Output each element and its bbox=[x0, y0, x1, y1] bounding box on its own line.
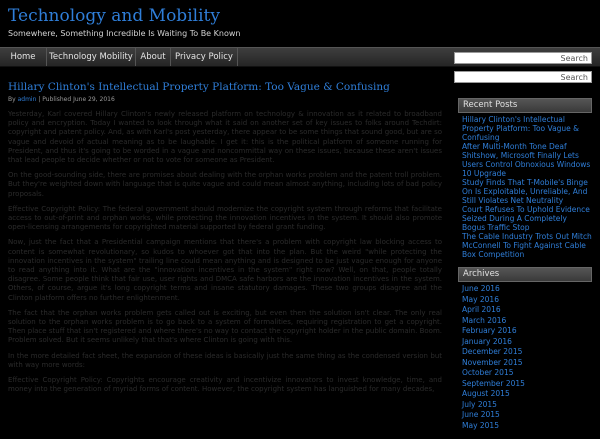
archive-link[interactable]: June 2015 bbox=[462, 410, 500, 419]
recent-posts-list bbox=[458, 115, 592, 259]
post-paragraph: In the more detailed fact sheet, the expansion of these ideas is basically just the same thing as the condensed version but with way more words: bbox=[8, 351, 442, 369]
site-header bbox=[0, 0, 600, 46]
archive-link[interactable]: May 2015 bbox=[462, 420, 499, 430]
header-search-input[interactable]: Search bbox=[454, 52, 592, 64]
recent-post-link[interactable]: Court Refuses To Uphold Evidence Seized During A Completely Bogus Traffic Stop bbox=[462, 205, 590, 232]
post-title[interactable]: Hillary Clinton's Intellectual Property Platform: Too Vague & Confusing bbox=[8, 81, 390, 93]
archive-link[interactable]: June 2016 bbox=[462, 284, 500, 293]
post-paragraph: Yesterday, Karl covered Hillary Clinton's newly released platform on technology & innovation as it related to broadband policy and encryption. Today I wanted to look through what it said on another set of key issues to folks around Techdirt: copyright and patent policy. And, as with Karl's post yesterday, there appear to be some things that sound good, but are so vague and devoid of actual meaning as to be laughable. I get it: this is the political platform of someone running for President, and thus it's going to be worded in a vague and noncommittal way on these issues, because these aren't issues that lead people to decide whether or not to vote for someone as President. bbox=[8, 110, 442, 165]
post-author-link[interactable]: admin bbox=[17, 96, 37, 103]
post-paragraph: Now, just the fact that a Presidential campaign mentions that there's a problem with copyright law blocking access to content is somewhat revolutionary, so kudos to whoever got that into the plan. But the weird "while protecting the innovation incentives in the system" trailing line could mean anything and is designed to be just vague enough for anyone to read anything into it. What are the "innovation incentives in the system" right now? Well, on that, people totally disagree. Some people think that fair use, user rights and DMCA safe harbors are the innovation incentives in the system. Others, of course, argue it's long copyright terms and insane statutory damages. These two groups disagree and the Clinton platform offers no further enlightenment. bbox=[8, 238, 442, 302]
archive-link[interactable]: September 2015 bbox=[462, 378, 525, 388]
archive-link[interactable]: May 2016 bbox=[462, 294, 499, 304]
archive-link[interactable]: November 2015 bbox=[462, 357, 523, 367]
archive-link[interactable]: March 2016 bbox=[462, 315, 507, 325]
nav-technology-mobility[interactable]: Technology Mobility bbox=[47, 48, 136, 66]
post-meta-separator: | bbox=[38, 96, 41, 103]
recent-posts-widget bbox=[458, 98, 592, 259]
archives-heading: Archives bbox=[458, 267, 592, 282]
archive-link[interactable]: October 2015 bbox=[462, 368, 514, 377]
post-meta-prefix: By bbox=[8, 96, 16, 103]
archive-link[interactable]: July 2015 bbox=[462, 399, 497, 409]
sidebar-search-input[interactable]: Search bbox=[454, 71, 592, 83]
archive-link[interactable]: December 2015 bbox=[462, 347, 523, 356]
archive-link[interactable]: January 2016 bbox=[462, 336, 512, 346]
post-paragraph: Effective Copyright Policy: Copyrights encourage creativity and incentivize innovators to invest knowledge, time, and money into the generation of myriad forms of content. However, the copyright system has languished for many decades, bbox=[8, 376, 442, 394]
site-tagline: Somewhere, Something Incredible Is Waiting To Be Known bbox=[8, 29, 241, 38]
archives-widget bbox=[458, 267, 592, 431]
archive-link[interactable]: April 2016 bbox=[462, 305, 501, 314]
nav-privacy-policy[interactable]: Privacy Policy bbox=[171, 48, 238, 66]
post-body bbox=[8, 110, 442, 394]
post-paragraph: The fact that the orphan works problem gets called out is exciting, but even then the solution isn't clear. The only real solution to the orphan works problem is to go back to a system of formalities, requiring registration to get a copyright. Then place stuff that isn't registered and where there's no way to contact the copyright holder in the public domain. Boom. Problem solved. But it seems unlikely that that's where Clinton is going with this. bbox=[8, 308, 442, 345]
archive-link[interactable]: August 2015 bbox=[462, 389, 510, 398]
sidebar bbox=[458, 98, 592, 439]
archive-link[interactable]: February 2016 bbox=[462, 326, 517, 335]
post-meta bbox=[8, 95, 442, 105]
recent-post-link[interactable]: Study Finds That T-Mobile's Binge On Is Exploitable, Unreliable, And Still Violates Net Neutrality bbox=[462, 178, 588, 205]
recent-post-link[interactable]: Hillary Clinton's Intellectual Property Platform: Too Vague & Confusing bbox=[462, 115, 580, 142]
recent-post-link[interactable]: The Cable Industry Trots Out Mitch McConnell To Fight Against Cable Box Competition bbox=[462, 232, 592, 259]
post-date: Published June 29, 2016 bbox=[42, 96, 115, 103]
post-paragraph: Effective Copyright Policy: The federal government should modernize the copyright system through reforms that facilitate access to out-of-print and orphan works, while protecting the innovation incentives in the system. It should also promote open-licensing arrangements for copyrighted material supported by federal grant funding. bbox=[8, 204, 442, 232]
recent-posts-heading: Recent Posts bbox=[458, 98, 592, 113]
site-title[interactable]: Technology and Mobility bbox=[8, 6, 220, 26]
post-paragraph: On the good-sounding side, there are promises about dealing with the orphan works problem and the patent troll problem. But they're weighted down with language that is quite vague and could mean almost anything, including lots of bad policy proposals. bbox=[8, 171, 442, 198]
nav-about[interactable]: About bbox=[136, 48, 171, 66]
recent-post-link[interactable]: After Multi-Month Tone Deaf Shitshow, Microsoft Finally Lets Users Control Obnoxious Windows 10 Upgrade bbox=[462, 142, 591, 178]
nav-home[interactable]: Home bbox=[0, 48, 47, 66]
archives-list bbox=[458, 284, 592, 431]
main-content bbox=[8, 80, 442, 400]
